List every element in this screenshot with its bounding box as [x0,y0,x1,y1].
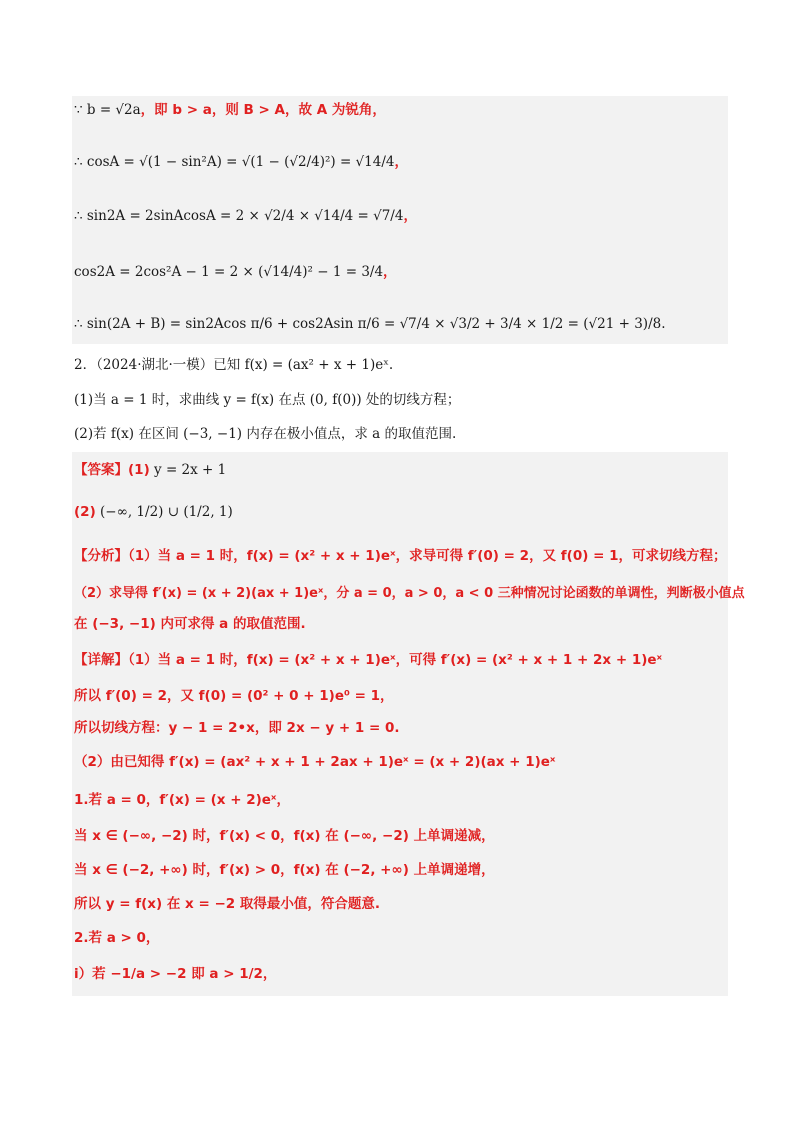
analysis-label: 【分析】 [74,548,128,564]
answer-label: 【答案】 [74,462,128,478]
detail-line-3: 所以切线方程：y − 1 = 2•x，即 2x − y + 1 = 0. [74,720,400,736]
detail-line-2: 所以 f′(0) = 2，又 f(0) = (0² + 0 + 1)e⁰ = 1， [74,688,394,704]
detail-line-9: 2.若 a > 0， [74,930,160,946]
detail-line-4: （2）由已知得 f′(x) = (ax² + x + 1 + 2ax + 1)eˣ = (x + 2)(ax + 1)eˣ [74,754,556,770]
solution-line-5 [74,314,724,334]
math-text: ∵ b = √2a [74,102,141,118]
detail-line-1: 【详解】（1）当 a = 1 时，f(x) = (x² + x + 1)eˣ，可得 f′(x) = (x² + x + 1 + 2x + 1)eˣ [74,652,663,668]
math-text: cos2A = 2cos²A − 1 = 2 × (√14/4)² − 1 = 3/4 [74,264,384,280]
problem-2-title: 2．（2024·湖北·一模）已知 f(x) = (ax² + x + 1)eˣ. [74,357,394,373]
red-text: ， [383,264,397,280]
detail-line-6: 当 x ∈ (−∞, −2) 时，f′(x) < 0，f(x) 在 (−∞, −2) 上单调递减， [74,828,495,844]
answer-line-1: 【答案】(1) y = 2x + 1 [74,462,227,478]
solution-line-2 [74,152,724,172]
red-text: ， [394,154,408,170]
detail-label: 【详解】 [74,652,128,668]
detail-line-8: 所以 y = f(x) 在 x = −2 取得最小值，符合题意. [74,896,380,912]
solution-line-1 [74,100,724,120]
red-text: ，即 b > a，则 B > A，故 A 为锐角， [140,102,386,118]
solution-line-3 [74,206,724,226]
math-text: ∴ sin2A = 2sinAcosA = 2 × √2/4 × √14/4 = √7/4 [74,208,404,224]
detail-line-10: i）若 −1/a > −2 即 a > 1/2， [74,966,277,982]
problem-2-question-1: (1)当 a = 1 时，求曲线 y = f(x) 在点 (0, f(0)) 处的切线方程； [74,392,461,408]
analysis-line-2: （2）求导得 f′(x) = (x + 2)(ax + 1)eˣ，分 a = 0，a > 0，a < 0 三种情况讨论函数的单调性，判断极小值点 [74,586,745,601]
red-text: ， [403,208,417,224]
solution-line-4 [74,262,724,282]
detail-line-7: 当 x ∈ (−2, +∞) 时，f′(x) > 0，f(x) 在 (−2, +∞) 上单调递增， [74,862,495,878]
math-text: ∴ sin(2A + B) = sin2Acos π/6 + cos2Asin π/6 = √7/4 × √3/2 + 3/4 × 1/2 = (√21 + 3)/8. [74,316,666,332]
detail-line-5: 1.若 a = 0，f′(x) = (x + 2)eˣ， [74,792,291,808]
answer-line-2: (2) (−∞, 1/2) ∪ (1/2, 1) [74,504,233,520]
problem-2-question-2: (2)若 f(x) 在区间 (−3, −1) 内存在极小值点，求 a 的取值范围. [74,426,457,442]
analysis-line-3: 在 (−3, −1) 内可求得 a 的取值范围. [74,616,306,632]
math-text: ∴ cosA = √(1 − sin²A) = √(1 − (√2/4)²) = √14/4 [74,154,395,170]
analysis-line-1: 【分析】（1）当 a = 1 时，f(x) = (x² + x + 1)eˣ，求导可得 f′(0) = 2，又 f(0) = 1，可求切线方程； [74,548,727,564]
